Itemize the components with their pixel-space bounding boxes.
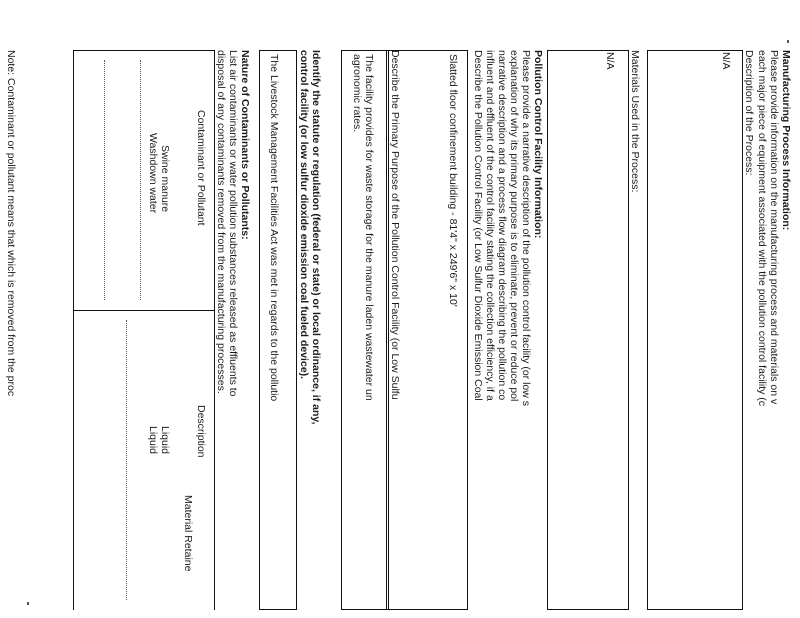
table-header-contaminant: Contaminant or Pollutant bbox=[195, 110, 207, 226]
contaminants-heading: Nature of Contaminants or Pollutants: bbox=[239, 50, 251, 240]
table-cell-contaminant: Washdown water bbox=[147, 133, 159, 214]
pollution-line-2: explanation of why its primary purpose is to eliminate, prevent or reduce pol bbox=[508, 50, 520, 402]
pollution-line-5: Describe the Pollution Control Facility (or Low Sulfur Dioxide Emission Coal bbox=[472, 50, 484, 401]
table-bottom-border bbox=[73, 50, 74, 610]
pollution-line-4: influent and effluent of the control facility stating the collection efficiency, if a bbox=[484, 50, 496, 401]
contaminants-line-1: List air contaminants or water pollution substances released as effluents to bbox=[227, 50, 239, 397]
manufacturing-line-2: each major piece of equipment associated with the pollution control facility (c bbox=[756, 50, 768, 407]
scan-speck bbox=[787, 40, 789, 43]
description-box bbox=[647, 50, 743, 610]
primary-purpose-question: Describe the Primary Purpose of the Pollution Control Facility (or Low Sulfu bbox=[389, 50, 401, 400]
materials-label: Materials Used in the Process: bbox=[629, 50, 641, 193]
description-value: N/A bbox=[720, 52, 732, 70]
table-cell-contaminant: Swine manure bbox=[159, 145, 171, 213]
scan-speck bbox=[27, 602, 29, 605]
table-left-border bbox=[74, 50, 215, 51]
materials-box bbox=[547, 50, 629, 610]
table-cell-description: Liquid bbox=[147, 426, 159, 455]
table-header-retained: Material Retaine bbox=[182, 495, 194, 572]
table-cell-description: Liquid bbox=[159, 426, 171, 455]
note-text: Note: Contaminant or pollutant means that which is removed from the proc bbox=[5, 50, 17, 397]
manufacturing-heading: Manufacturing Process Information: bbox=[780, 50, 792, 231]
contaminants-line-2: disposal of any contaminants removed from the manufacturing processes. bbox=[215, 50, 227, 394]
materials-value: N/A bbox=[604, 52, 616, 70]
pollution-line-1: Please provide a narrative description of the pollution control facility (or low s bbox=[520, 50, 532, 407]
primary-purpose-answer-1: The facility provides for waste storage for the manure laden wastewater un bbox=[363, 54, 375, 401]
table-header-description: Description bbox=[195, 405, 207, 458]
description-label: Description of the Process: bbox=[743, 50, 755, 176]
primary-purpose-answer-2: agronomic rates. bbox=[351, 54, 363, 133]
facility-value: Slatted floor confinement building - 81'4" x 249'6" x 10' bbox=[447, 54, 459, 307]
table-blank-line bbox=[104, 60, 105, 300]
statute-question-2: control facility (or low sulfur dioxide emission coal fueled device). bbox=[298, 50, 310, 380]
table-blank-line bbox=[140, 60, 141, 300]
pollution-line-3: narrative description and a process flow diagram describing the pollution co bbox=[496, 50, 508, 401]
statute-answer: The Livestock Management Facilities Act was met in regards to the pollutio bbox=[268, 54, 280, 402]
table-column-divider bbox=[74, 310, 215, 311]
table-blank-line bbox=[126, 320, 127, 600]
statute-question-1: Identify the statute or regulation (federal or state) or local ordinance, if any, bbox=[310, 50, 322, 425]
table-top-border bbox=[214, 50, 215, 610]
pollution-heading: Pollution Control Facility Information: bbox=[532, 50, 544, 239]
manufacturing-line-1: Please provide information on the manufacturing process and materials on v bbox=[768, 50, 780, 405]
